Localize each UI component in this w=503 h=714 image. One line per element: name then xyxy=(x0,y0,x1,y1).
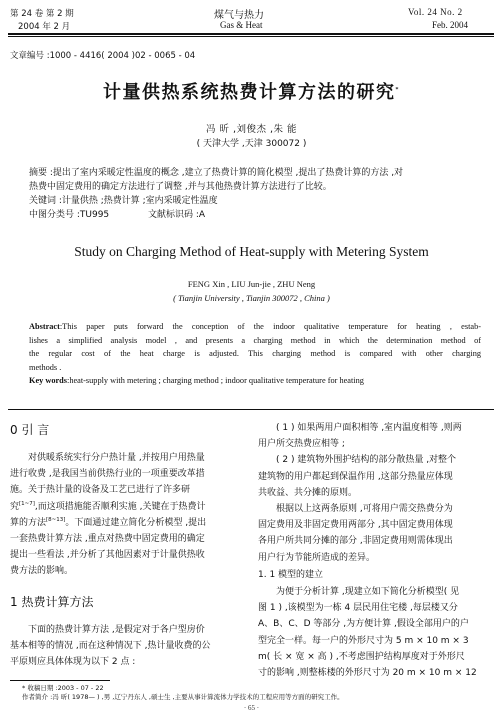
title-footnote-mark: * xyxy=(395,87,400,93)
keywords-cn: 关键词 :计量供热 ;热费计算 ;室内采暖定性温度 xyxy=(29,196,218,206)
abstract-cn-line2: 热费中固定费用的确定方法进行了调整 ,并与其他热费计算方法进行了比较。 xyxy=(29,182,332,192)
abstract-en xyxy=(29,320,481,388)
header-date: 2004 年 2 月 xyxy=(18,22,71,32)
rule-item-1: ( 1 ) 如果两用户面积相等 ,室内温度相等 ,则两 xyxy=(276,423,462,433)
section1-heading: 1 热费计算方法 xyxy=(10,594,94,609)
model-line: 为便于分析计算 ,现建立如下简化分析模型( 见 xyxy=(276,587,460,598)
section0-line: 究 xyxy=(10,501,20,512)
abstract-en-line4: methods . xyxy=(29,362,62,372)
title-en: Study on Charging Method of Heat-supply with Metering System xyxy=(74,244,429,259)
rule-item-2: 建筑物的用户都起到保温作用 ,这部分热量应体现 xyxy=(258,471,453,482)
rule-item-2: 共收益、共分摊的原则。 xyxy=(258,487,358,498)
abstract-cn xyxy=(29,166,479,222)
header-rule-thick xyxy=(8,33,494,35)
model-line: m( 长 × 宽 × 高 ) ,不考虑围护结构厚度对于外形尺 xyxy=(258,651,465,662)
model-line: 型完全一样。每一户的外形尺寸为 5 m × 10 m × 3 xyxy=(258,635,469,646)
section0-line: 施。关于热计量的设备及工艺已进行了许多研 xyxy=(10,485,191,496)
abstract-en-label: Abstract xyxy=(29,322,60,331)
page-number: · 65 · xyxy=(243,704,260,712)
footnote-received: * 收稿日期 :2003 - 07 - 22 xyxy=(22,684,104,692)
model-line: 寸的影响 ,则整栋楼的外形尺寸为 20 m × 10 m × 12 xyxy=(258,668,477,679)
header-journal-cn: 煤气与热力 xyxy=(214,10,264,21)
footnote xyxy=(22,684,344,702)
clc-number: 中图分类号 :TU995 xyxy=(29,210,110,220)
paragraph-line: 用户行为节能所造成的差异。 xyxy=(258,552,376,563)
section0-paragraph xyxy=(10,450,248,580)
abstract-rule xyxy=(8,409,494,410)
section0-line: 。下面通过建立简化分析模型 ,提出 xyxy=(65,517,207,528)
citation-ref: [1~7] xyxy=(19,500,35,507)
right-column xyxy=(258,420,496,681)
abstract-cn-line1: 摘要 :提出了室内采暖定性温度的概念 ,建立了热费计算的简化模型 ,提出了热费计算的方法 ,对 xyxy=(29,168,404,178)
paragraph-line: 根据以上这两条原则 ,可将用户需交热费分为 xyxy=(276,504,453,515)
footnote-rule xyxy=(10,680,110,681)
section0-line: 提出一些看法 ,并分析了其他因素对于计量供热收 xyxy=(10,550,205,561)
paragraph-line: 各用户所共同分摊的部分 ,非固定费用则需体现出 xyxy=(258,536,453,547)
title-cn xyxy=(0,78,503,104)
keywords-en: :heat-supply with metering ; charging method ; indoor qualitative temperature for heating xyxy=(67,376,364,385)
section0-line: 对供暖系统实行分户热计量 ,并按用户用热量 xyxy=(28,453,205,463)
header-volume: 第 24 卷 第 2 期 xyxy=(10,9,74,19)
footnote-author: 作者简介 :冯 昕( 1978— ) ,男 ,辽宁丹东人 ,硕士生 ,主要从事计算流体力学技术的工程应用等方面的研究工作。 xyxy=(22,693,344,701)
affiliation-cn: ( 天津大学 ,天津 300072 ) xyxy=(196,139,307,149)
abstract-en-line1: :This paper puts forward the conception of the indoor qualitative temperature for heating , estab- xyxy=(59,322,481,331)
rule-item-2: ( 2 ) 建筑物外围护结构的部分散热量 ,对整个 xyxy=(276,455,457,466)
authors-en: FENG Xin , LIU Jun-jie , ZHU Neng xyxy=(187,279,316,289)
section0-line: 算的方法 xyxy=(10,517,47,528)
section0-heading: 0 引 言 xyxy=(10,423,50,437)
affiliation-en: ( Tianjin University , Tianjin 300072 , China ) xyxy=(173,293,330,303)
section1-line: 平原则应具体体现为以下 2 点 : xyxy=(10,657,136,668)
section1-line: 基本相等的情况 ,而在这种情况下 ,热计量收费的公 xyxy=(10,640,211,651)
document-code: 文献标识码 :A xyxy=(148,210,206,220)
article-id: 文章编号 :1000 - 4416( 2004 )02 - 0065 - 04 xyxy=(10,51,196,61)
abstract-en-line3: the regular cost of the heat charge is adjusted. This charging method is compared with other charging xyxy=(29,349,481,358)
section1-paragraph xyxy=(10,622,248,671)
title-cn-text: 计量供热系统热费计算方法的研究 xyxy=(103,82,396,103)
header-volume-en: Vol. 24 No. 2 xyxy=(408,7,463,17)
section0-line: ,而这项措施能否顺利实施 ,关键在于热费计 xyxy=(34,501,206,512)
model-line: 图 1 ) ,该模型为一栋 4 层民用住宅楼 ,每层楼又分 xyxy=(258,603,458,614)
section0-line: 进行收费 ,是我国当前供热行业的一项重要改革措 xyxy=(10,469,205,480)
subsection-heading: 1. 1 模型的建立 xyxy=(258,569,324,580)
section1-line: 下面的热费计算方法 ,是假定对于各户型房价 xyxy=(28,624,205,635)
abstract-en-line2: lishes a simplified analysis model , and presents a charging method in which the determination method of xyxy=(29,335,481,345)
left-column xyxy=(10,422,248,670)
header-rule-thin xyxy=(8,36,494,37)
keywords-en-label: Key words xyxy=(29,376,68,385)
paragraph-line: 固定费用及非固定费用两部分 ,其中固定费用体现 xyxy=(258,520,453,531)
authors-cn: 冯 昕 ,刘俊杰 ,朱 能 xyxy=(205,124,298,135)
section0-line: 费方法的影响。 xyxy=(10,566,74,577)
section0-line: 一套热费计算方法 ,重点对热费中固定费用的确定 xyxy=(10,534,205,545)
rule-item-1: 用户所交热费应相等 ; xyxy=(258,439,345,450)
model-line: A、B、C、D 等部分 ,为方便计算 ,假设全部用户的户 xyxy=(258,619,469,630)
header-journal-en: Gas & Heat xyxy=(220,20,263,30)
header-date-en: Feb. 2004 xyxy=(432,20,468,30)
citation-ref: [8~13] xyxy=(46,516,66,523)
